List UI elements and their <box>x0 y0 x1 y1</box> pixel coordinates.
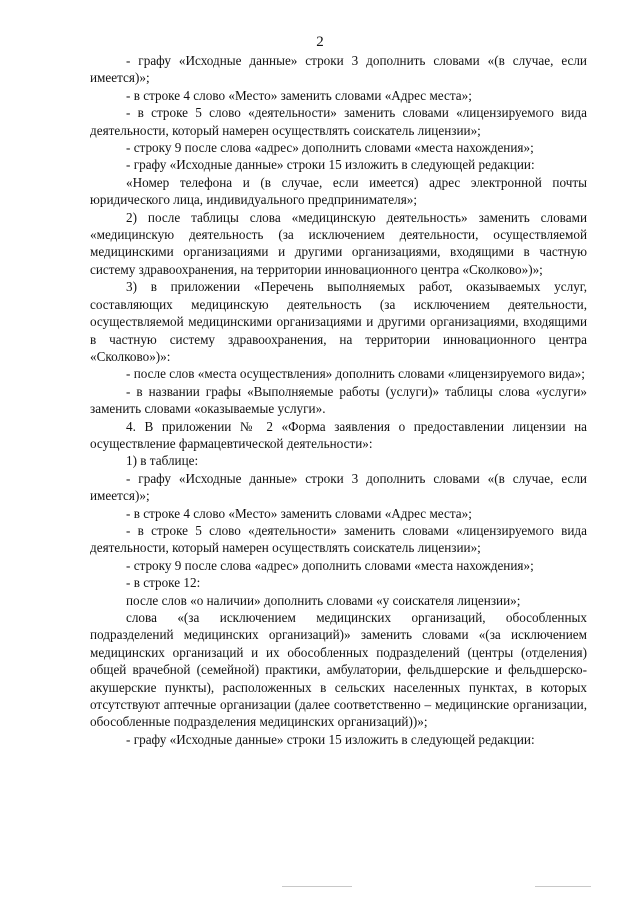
paragraph-row-4-replace-2: - в строке 4 слово «Место» заменить словами «Адрес места»; <box>126 505 472 521</box>
scan-edge-mark-right <box>535 886 591 887</box>
paragraph-item-2: 2) после таблицы слова «медицинскую деятельность» заменить словами «медицинскую деятельность (за исключением деятельности, осуществляемой медицинскими организациями и другими организациями, входящими в частную систему здравоохранения, на территории инновационного центра «Сколково»)»; <box>90 209 587 277</box>
paragraph-row-15-restate: - графу «Исходные данные» строки 15 изложить в следующей редакции: <box>126 157 535 173</box>
paragraph-item-4: 4. В приложении № 2 «Форма заявления о предоставлении лицензии на осуществление фармацевтической деятельности»: <box>90 418 587 451</box>
paragraph-column-title: - в названии графы «Выполняемые работы (услуги)» таблицы слова «услуги» заменить словами «оказываемые услуги». <box>90 383 587 417</box>
scan-edge-mark-left <box>282 886 352 887</box>
paragraph-row-4-replace: - в строке 4 слово «Место» заменить словами «Адрес места»; <box>126 87 472 103</box>
paragraph-phone-email-text: «Номер телефона и (в случае, если имеется) адрес электронной почты юридического лица, индивидуального предпринимателя»; <box>90 174 587 208</box>
paragraph-row-12: - в строке 12: <box>126 575 201 591</box>
paragraph-item-3: 3) в приложении «Перечень выполняемых работ, оказываемых услуг, составляющих медицинскую деятельность (за исключением деятельности, осуществляемой медицинскими организациями и другими организациями, входящими в частную систему здравоохранения, на территории инновационного центра «Сколково»)»: <box>90 279 587 364</box>
page-number: 2 <box>316 34 324 50</box>
paragraph-row-5-replace-2: - в строке 5 слово «деятельности» заменить словами «лицензируемого вида деятельности, который намерен осуществлять соискатель лицензии»; <box>90 522 587 556</box>
document-body <box>90 52 587 748</box>
paragraph-graph-3-amend: - графу «Исходные данные» строки 3 дополнить словами «(в случае, если имеется)»; <box>90 53 587 86</box>
paragraph-in-table: 1) в таблице: <box>126 453 199 469</box>
paragraph-words-replace: слова «(за исключением медицинских организаций, обособленных подразделений медицинских организаций)» заменить словами «(за исключением медицинских организаций и их обособленных подразделений (центры (отделения) общей врачебной (семейной) практики, амбулатории, фельдшерские и фельдшерско-акушерские пункты), расположенных в сельских населенных пунктах, в которых отсутствуют аптечные организации (далее соответственно – медицинские организации, обособленные подразделения медицинских организаций))»; <box>90 610 587 730</box>
paragraph-after-presence: после слов «о наличии» дополнить словами «у соискателя лицензии»; <box>126 592 521 608</box>
paragraph-row-5-replace: - в строке 5 слово «деятельности» заменить словами «лицензируемого вида деятельности, который намерен осуществлять соискатель лицензии»; <box>90 105 587 138</box>
paragraph-row-9-amend: - строку 9 после слова «адрес» дополнить словами «места нахождения»; <box>126 140 534 156</box>
paragraph-row-9-amend-2: - строку 9 после слова «адрес» дополнить словами «места нахождения»; <box>126 557 534 573</box>
paragraph-row-15-restate-2: - графу «Исходные данные» строки 15 изложить в следующей редакции: <box>126 731 535 747</box>
paragraph-graph-3-amend-2: - графу «Исходные данные» строки 3 дополнить словами «(в случае, если имеется)»; <box>90 470 587 504</box>
paragraph-after-words: - после слов «места осуществления» дополнить словами «лицензируемого вида»; <box>126 366 585 382</box>
